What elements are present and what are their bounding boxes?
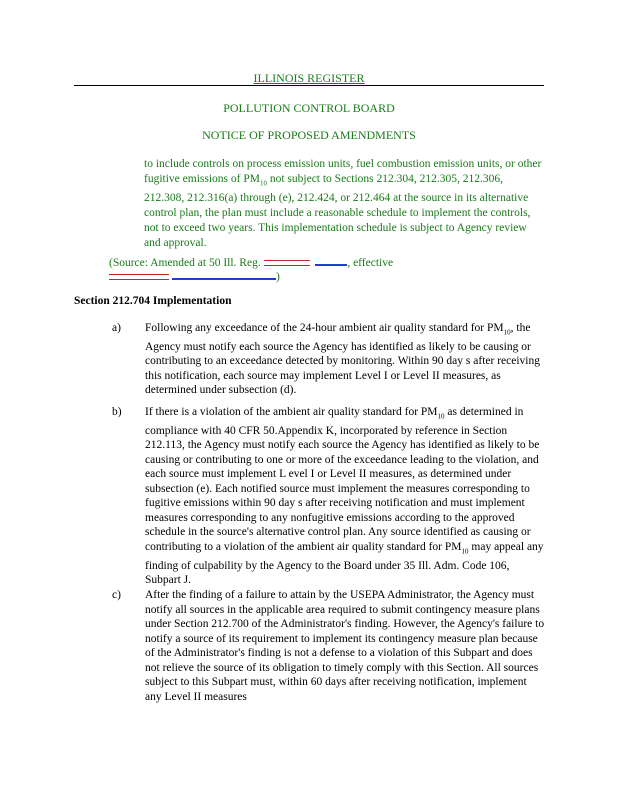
pm-subscript: 10	[437, 412, 445, 421]
source-note	[109, 256, 549, 270]
subsection-b-text-2: as determined in compliance with 40 CFR 50.Appendix K, incorporated by reference in Section 212.113, the Agency must notify each source the Agency has identified as likely to be causing or contributing to one or more of the exceedance leading to the violation, and each source must implement L evel I or Level II measures, as determined under subsection (e). Each notified source must implement the measures corresponding to fugitive emissions within 90 day s after receiving notification and must implement measures corresponding to any nonfugitive emissions according to the approved schedule in the source's alternative control plan. Any source identified as causing or contributing to a violation of the ambient air quality standard for PM	[145, 406, 540, 553]
pm-subscript: 10	[461, 547, 469, 556]
source-effective: , effective	[347, 257, 394, 269]
source-close: )	[276, 271, 280, 283]
subsection-c-label: c)	[112, 589, 121, 601]
subsection-b-text	[145, 405, 545, 588]
continued-text-1: to include controls on process emission units, fuel combustion emission units, or other fugitive emissions of PM	[144, 158, 542, 185]
notice-title: NOTICE OF PROPOSED AMENDMENTS	[202, 128, 416, 142]
board-name: POLLUTION CONTROL BOARD	[223, 101, 395, 115]
section-heading: Section 212.704 Implementation	[74, 295, 232, 307]
subsection-a-text	[145, 321, 545, 398]
subsection-b-text-3: may appeal any finding of culpability by the Agency to the Board under 35 Ill. Adm. Code 106, Subpart J.	[145, 540, 544, 587]
deletion-mark-2	[109, 274, 169, 280]
subsection-a-text-2: , the Agency must notify each source the Agency has identified as likely to be causing or contributing to an exceedance detected by monitoring. Within 90 day s after receiving this notification, each source may implement Level I or Level II measures, as determined under subsection (d).	[145, 322, 540, 397]
subsection-c-text: After the finding of a failure to attain by the USEPA Administrator, the Agency must notify all sources in the applicable area required to submit contingency measure plans under Section 212.700 of the Administrator's finding. However, the Agency's failure to notify a source of its requirement to implement its contingency measure plan because of the Administrator's finding is not a defense to a violation of this Subpart and does not relieve the source of its obligation to timely comply with this Section. All sources subject to this Subpart must, within 60 days after receiving notification, implement any Level II measures	[145, 589, 545, 703]
continued-paragraph	[144, 157, 544, 251]
source-prefix: (Source: Amended at 50 Ill. Reg.	[109, 257, 264, 269]
deletion-mark	[264, 260, 310, 266]
register-title	[74, 71, 544, 86]
register-title-text: ILLINOIS REGISTER	[253, 71, 365, 85]
continued-text-2: not subject to Sections 212.304, 212.305, 212.306, 212.308, 212.316(a) through (e), 212.424, or 212.464 at the source in its alternative control plan, the plan must include a reasonable schedule to implement the controls, not to exceed two years. This implementation schedule is subject to Agency review and approval.	[144, 173, 531, 250]
source-note-line-2	[172, 270, 372, 284]
pm-subscript: 10	[259, 179, 267, 188]
subsection-a-label: a)	[112, 322, 121, 334]
subsection-a-text-1: Following any exceedance of the 24-hour ambient air quality standard for PM	[145, 322, 504, 334]
pm-subscript: 10	[503, 328, 511, 337]
header-rule	[74, 85, 544, 86]
subsection-b-text-1: If there is a violation of the ambient air quality standard for PM	[145, 406, 438, 418]
blank-mark	[315, 264, 347, 266]
blank-mark-2	[172, 278, 276, 280]
subsection-b-label: b)	[112, 406, 122, 418]
